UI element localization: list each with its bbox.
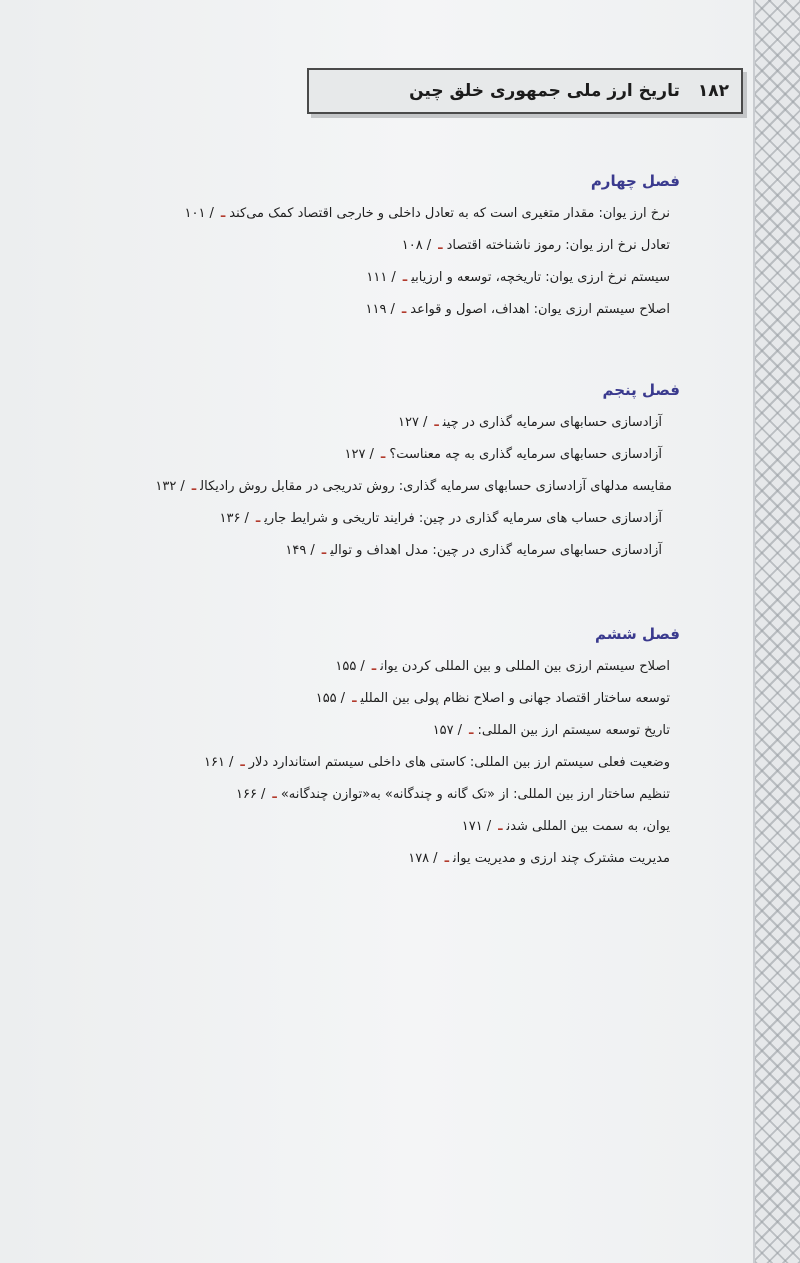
toc-entry-text: وضعیت فعلی سیستم ارز بین المللی: کاستی های داخلی سیستم استاندارد دلار [248,755,670,770]
toc-entry-page: ۱۳۲ [155,479,177,494]
running-header [307,68,743,114]
toc-entry: آزادسازی حسابهای سرمایه گذاری در چینـ/۱۲۷ [397,415,662,430]
toc-entry-page: ۱۶۶ [236,787,257,802]
toc-entry-page: ۱۵۷ [432,723,454,738]
toc-entry-text: آزادسازی حسابهای سرمایه گذاری در چین [442,415,662,430]
toc-entry: تاریخ توسعه سیستم ارز بین المللی:ـ/۱۵۷ [432,723,670,738]
chapter-4-section [184,172,680,328]
toc-entry-text: سیستم نرخ ارزی یوان: تاریخچه، توسعه و ارزیابی [411,270,670,285]
toc-entry-page: ۱۷۱ [461,819,483,834]
chapter-5-section [155,381,680,569]
chapter-6-title: فصل ششم [595,625,680,643]
dash-mark: ـ [401,302,407,317]
toc-entry: یوان، به سمت بین المللی شدنـ/۱۷۱ [461,819,670,834]
toc-entry-text: تنظیم ساختار ارز بین المللی: از «تک گانه و چندگانه» به«توازن چندگانه» [280,787,670,802]
toc-entry-text: نرخ ارز یوان: مقدار متغیری است که به تعادل داخلی و خارجی اقتصاد کمک می‌کند [229,206,670,221]
toc-entry: تنظیم ساختار ارز بین المللی: از «تک گانه و چندگانه» به«توازن چندگانه»ـ/۱۶۶ [236,787,670,802]
toc-entry-text: اصلاح سیستم ارزی یوان: اهداف، اصول و قواعد [410,302,670,317]
toc-entry-text: آزادسازی حسابهای سرمایه گذاری به چه معناست؟ [389,447,662,462]
toc-entry-page: ۱۳۶ [219,511,241,526]
toc-entry: آزادسازی حساب های سرمایه گذاری در چین: فرایند تاریخی و شرایط جاریـ/۱۳۶ [219,511,662,526]
toc-entry-text: مدیریت مشترک چند ارزی و مدیریت یوان [453,851,670,866]
toc-entry-text: تاریخ توسعه سیستم ارز بین المللی: [477,723,670,738]
dash-mark: ـ [402,270,408,285]
toc-entry: آزادسازی حسابهای سرمایه گذاری به چه معناست؟ـ/۱۲۷ [344,447,662,462]
chapter-5-title: فصل پنجم [602,381,680,399]
toc-entry-text: تعادل نرخ ارز یوان: رموز ناشناخته اقتصاد [446,238,670,253]
chapter-4-title: فصل چهارم [590,172,680,190]
dash-mark: ـ [321,543,327,558]
toc-entry-page: ۱۶۱ [203,755,225,770]
chapter-6-section [204,625,680,877]
toc-entry-text: مقایسه مدلهای آزادسازی حسابهای سرمایه گذاری: روش تدریجی در مقابل روش رادیکال [200,479,672,494]
dash-mark: ـ [469,723,474,738]
book-title: تاریخ ارز ملی جمهوری خلق چین [409,81,680,101]
toc-entry-page: ۱۴۹ [285,543,307,558]
toc-entry: نرخ ارز یوان: مقدار متغیری است که به تعادل داخلی و خارجی اقتصاد کمک می‌کندـ/۱۰۱ [184,206,670,221]
dash-mark: ـ [191,479,197,494]
dash-mark: ـ [352,691,357,706]
dash-mark: ـ [371,659,377,674]
toc-entry-text: توسعه ساختار اقتصاد جهانی و اصلاح نظام پولی بین المللی [360,691,670,706]
toc-entry: سیستم نرخ ارزی یوان: تاریخچه، توسعه و ارزیابیـ/۱۱۱ [366,270,670,285]
page-edge-pattern [753,0,800,1263]
toc-entry: وضعیت فعلی سیستم ارز بین المللی: کاستی های داخلی سیستم استاندارد دلارـ/۱۶۱ [203,755,670,770]
dash-mark: ـ [444,851,450,866]
toc-entry: مدیریت مشترک چند ارزی و مدیریت یوانـ/۱۷۸ [408,851,670,866]
dash-mark: ـ [255,511,261,526]
dash-mark: ـ [438,238,443,253]
toc-entry: مقایسه مدلهای آزادسازی حسابهای سرمایه گذاری: روش تدریجی در مقابل روش رادیکالـ/۱۳۲ [155,479,672,494]
dash-mark: ـ [434,415,439,430]
toc-entry: توسعه ساختار اقتصاد جهانی و اصلاح نظام پولی بین المللیـ/۱۵۵ [315,691,670,706]
toc-entry: آزادسازی حسابهای سرمایه گذاری در چین: مدل اهداف و توالیـ/۱۴۹ [285,543,662,558]
toc-entry-text: آزادسازی حساب های سرمایه گذاری در چین: فرایند تاریخی و شرایط جاری [264,511,662,526]
page-number: ۱۸۲ [697,81,729,101]
toc-entry-page: ۱۷۸ [408,851,430,866]
toc-entry-page: ۱۲۷ [344,447,366,462]
toc-entry-text: اصلاح سیستم ارزی بین المللی و بین المللی کردن یوان [380,659,670,674]
toc-entry-text: آزادسازی حسابهای سرمایه گذاری در چین: مدل اهداف و توالی [330,543,662,558]
dash-mark: ـ [498,819,503,834]
toc-entry-page: ۱۲۷ [397,415,419,430]
toc-entry: اصلاح سیستم ارزی یوان: اهداف، اصول و قواعدـ/۱۱۹ [365,302,670,317]
dash-mark: ـ [240,755,245,770]
dash-mark: ـ [220,206,226,221]
toc-entry-page: ۱۱۱ [366,270,388,285]
dash-mark: ـ [272,787,277,802]
toc-entry-page: ۱۵۵ [335,659,357,674]
toc-entry-page: ۱۵۵ [315,691,337,706]
toc-entry-text: یوان، به سمت بین المللی شدن [506,819,670,834]
toc-entry-page: ۱۰۸ [401,238,423,253]
toc-entry: اصلاح سیستم ارزی بین المللی و بین المللی کردن یوانـ/۱۵۵ [335,659,670,674]
toc-entry: تعادل نرخ ارز یوان: رموز ناشناخته اقتصادـ/۱۰۸ [401,238,670,253]
toc-entry-page: ۱۰۱ [184,206,206,221]
toc-entry-page: ۱۱۹ [365,302,387,317]
dash-mark: ـ [380,447,386,462]
